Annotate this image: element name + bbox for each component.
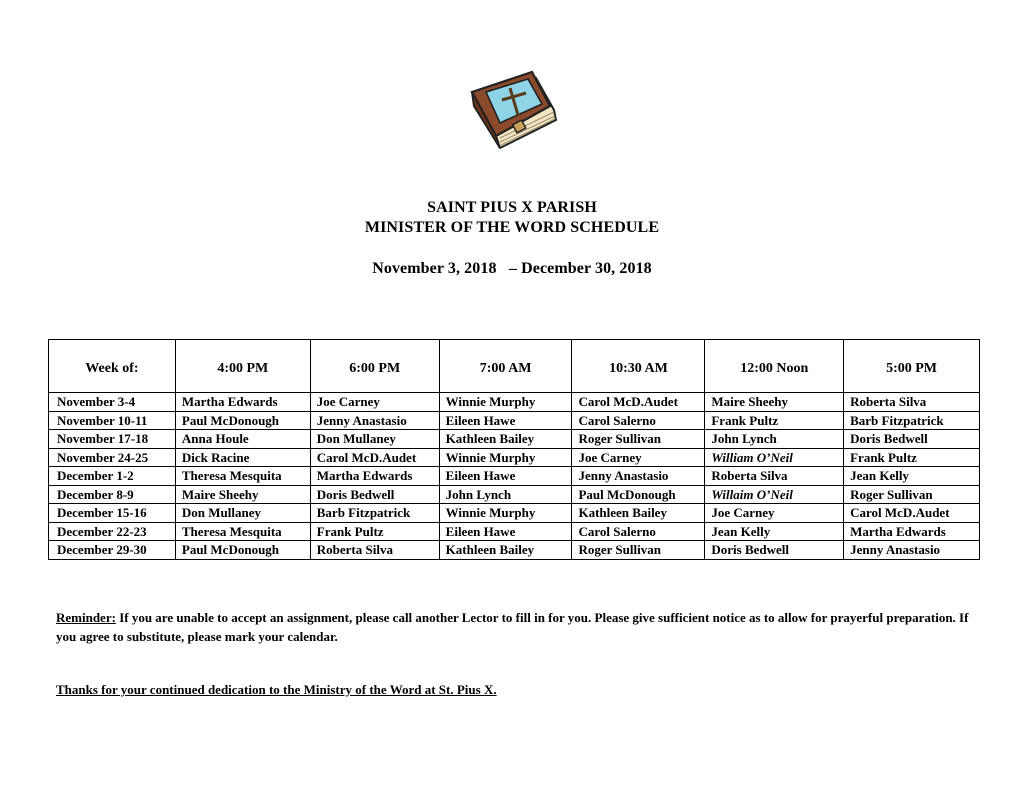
table-cell: William O’Neil (705, 448, 844, 467)
table-cell: Paul McDonough (175, 541, 310, 560)
schedule-title: MINISTER OF THE WORD SCHEDULE (364, 219, 660, 236)
table-row (49, 430, 980, 449)
table-cell: Kathleen Bailey (572, 504, 705, 523)
table-cell: Kathleen Bailey (439, 541, 572, 560)
table-cell: Roberta Silva (310, 541, 439, 560)
table-cell: Winnie Murphy (439, 448, 572, 467)
table-cell: Carol McD.Audet (310, 448, 439, 467)
table-header-row (49, 340, 980, 393)
table-row (49, 393, 980, 412)
column-header: 7:00 AM (439, 340, 572, 393)
table-row (49, 411, 980, 430)
table-cell: Eileen Hawe (439, 467, 572, 486)
week-cell: November 24-25 (49, 448, 176, 467)
table-cell: Doris Bedwell (844, 430, 980, 449)
table-cell: Jenny Anastasio (310, 411, 439, 430)
table-cell: Joe Carney (705, 504, 844, 523)
column-header: 5:00 PM (844, 340, 980, 393)
table-cell: Anna Houle (175, 430, 310, 449)
table-cell: Roger Sullivan (844, 485, 980, 504)
week-cell: November 3-4 (49, 393, 176, 412)
table-cell: Barb Fitzpatrick (310, 504, 439, 523)
table-cell: Carol Salerno (572, 411, 705, 430)
table-cell: Paul McDonough (175, 411, 310, 430)
table-cell: Jean Kelly (844, 467, 980, 486)
table-cell: Roger Sullivan (572, 430, 705, 449)
week-cell: December 29-30 (49, 541, 176, 560)
table-cell: Don Mullaney (310, 430, 439, 449)
table-cell: Theresa Mesquita (175, 467, 310, 486)
table-cell: Frank Pultz (844, 448, 980, 467)
table-cell: Eileen Hawe (439, 522, 572, 541)
table-cell: Winnie Murphy (439, 504, 572, 523)
table-cell: Frank Pultz (705, 411, 844, 430)
schedule-table (48, 339, 980, 560)
table-cell: Maire Sheehy (705, 393, 844, 412)
table-cell: Carol McD.Audet (572, 393, 705, 412)
week-cell: November 17-18 (49, 430, 176, 449)
reminder-text: If you are unable to accept an assignment, please call another Lector to fill in for you. Please give sufficient notice as to allow for prayerful preparation. If you agree to substitute, please mark your calendar. (56, 610, 969, 644)
table-cell: Doris Bedwell (705, 541, 844, 560)
reminder-note (56, 608, 976, 646)
week-cell: December 22-23 (49, 522, 176, 541)
column-header: Week of: (49, 340, 176, 393)
table-cell: Martha Edwards (844, 522, 980, 541)
table-cell: Carol McD.Audet (844, 504, 980, 523)
table-cell: Jenny Anastasio (844, 541, 980, 560)
table-cell: Don Mullaney (175, 504, 310, 523)
table-cell: Doris Bedwell (310, 485, 439, 504)
reminder-label: Reminder: (56, 610, 116, 625)
table-cell: Theresa Mesquita (175, 522, 310, 541)
column-header: 10:30 AM (572, 340, 705, 393)
week-cell: December 15-16 (49, 504, 176, 523)
table-cell: Winnie Murphy (439, 393, 572, 412)
thanks-note: Thanks for your continued dedication to the Ministry of the Word at St. Pius X. (56, 682, 497, 697)
table-cell: Willaim O’Neil (705, 485, 844, 504)
table-cell: Joe Carney (310, 393, 439, 412)
table-cell: Carol Salerno (572, 522, 705, 541)
column-header: 4:00 PM (175, 340, 310, 393)
table-row (49, 541, 980, 560)
table-cell: Roberta Silva (705, 467, 844, 486)
table-row (49, 522, 980, 541)
table-cell: Roberta Silva (844, 393, 980, 412)
table-row (49, 448, 980, 467)
table-row (49, 467, 980, 486)
date-range: November 3, 2018 – December 30, 2018 (372, 260, 652, 277)
table-cell: Joe Carney (572, 448, 705, 467)
table-cell: John Lynch (705, 430, 844, 449)
table-cell: John Lynch (439, 485, 572, 504)
table-cell: Dick Racine (175, 448, 310, 467)
table-cell: Maire Sheehy (175, 485, 310, 504)
table-cell: Eileen Hawe (439, 411, 572, 430)
week-cell: December 8-9 (49, 485, 176, 504)
week-cell: November 10-11 (49, 411, 176, 430)
table-cell: Jean Kelly (705, 522, 844, 541)
table-row (49, 485, 980, 504)
table-cell: Barb Fitzpatrick (844, 411, 980, 430)
column-header: 6:00 PM (310, 340, 439, 393)
table-row (49, 504, 980, 523)
table-cell: Frank Pultz (310, 522, 439, 541)
parish-name: SAINT PIUS X PARISH (427, 199, 597, 216)
table-cell: Martha Edwards (175, 393, 310, 412)
table-cell: Kathleen Bailey (439, 430, 572, 449)
table-cell: Paul McDonough (572, 485, 705, 504)
table-cell: Martha Edwards (310, 467, 439, 486)
week-cell: December 1-2 (49, 467, 176, 486)
table-cell: Roger Sullivan (572, 541, 705, 560)
column-header: 12:00 Noon (705, 340, 844, 393)
table-cell: Jenny Anastasio (572, 467, 705, 486)
bible-icon (466, 70, 561, 155)
